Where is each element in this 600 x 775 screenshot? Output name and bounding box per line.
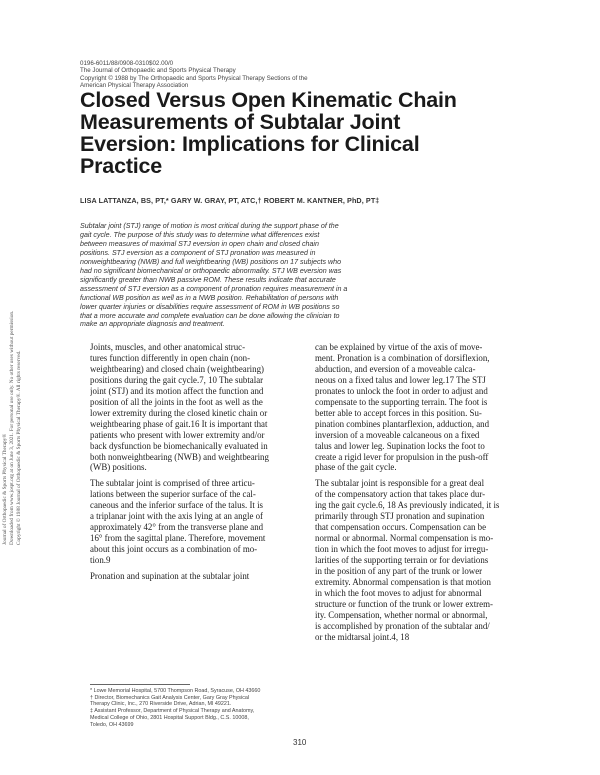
- body-line: lations between the superior surface of the cal-: [90, 489, 256, 500]
- watermark-line: Downloaded from www.jospt.org at on June 3, 2021. For personal use only. No other uses without permission.: [9, 310, 16, 545]
- body-line: joint (STJ) and its motion affect the function and: [90, 385, 264, 396]
- body-line: or the midtarsal joint.4, 18: [315, 631, 410, 642]
- abstract-line: gait cycle. The purpose of this study was to determine what differences exist: [80, 230, 320, 239]
- body-line: 16° from the sagittal plane. Therefore, movement: [90, 533, 266, 544]
- body-line: back dysfunction be biomechanically evaluated in: [90, 440, 268, 451]
- body-line: Pronation and supination at the subtalar joint: [90, 571, 250, 582]
- header-line: Copyright © 1988 by The Orthopaedic and Sports Physical Therapy Sections of the: [80, 74, 308, 82]
- body-line: create a rigid lever for propulsion in the push-off: [315, 451, 489, 462]
- body-line: Joints, muscles, and other anatomical struc-: [90, 342, 246, 352]
- body-line: (WB) positions.: [90, 462, 147, 473]
- footnote-line: Medical College of Ohio, 2801 Hospital Support Bldg., C.S. 10008,: [90, 714, 249, 721]
- abstract-line: Subtalar joint (STJ) range of motion is most critical during the support phase of the: [80, 222, 339, 230]
- body-line: normal or abnormal. Normal compensation is mo-: [315, 533, 494, 544]
- body-line: that compensation occurs. Compensation can be: [315, 522, 487, 533]
- body-line: The subtalar joint is comprised of three articu-: [90, 478, 255, 489]
- body-line: both nonweightbearing (NWB) and weightbearing: [90, 451, 269, 462]
- abstract-line: assessment of STJ eversion as a component of pronation requires measurement in a: [80, 284, 348, 293]
- abstract-line: had no significant biomechanical or orthopaedic abnormality. STJ WB eversion was: [80, 266, 342, 275]
- body-line: talus and lower leg. Supination locks the foot to: [315, 440, 485, 451]
- title-line: Eversion: Implications for Clinical: [80, 132, 420, 156]
- body-line: position of all the joints in the foot as well as the: [90, 396, 263, 407]
- body-line: a triplanar joint with the axis lying at an angle of: [90, 511, 264, 522]
- abstract-line: make an appropriate diagnosis and treatment.: [80, 320, 225, 329]
- abstract-line: lower quarter injuries or disabilities require assessment of ROM in WB positions so: [80, 302, 340, 311]
- body-line: approximately 42° from the transverse plane and: [90, 522, 264, 533]
- page-number: 310: [293, 738, 307, 747]
- abstract-line: functional WB position as well as in a NWB position. Rehabilitation of persons with: [80, 293, 339, 302]
- body-line: compensate to the supporting terrain. The foot is: [315, 396, 488, 407]
- body-paragraph: [90, 478, 297, 566]
- body-line: better able to accept forces in this position. Su-: [315, 407, 482, 418]
- body-line: in the position of any part of the trunk or lower: [315, 566, 483, 577]
- abstract-line: positions. STJ eversion as a component of STJ pronation was measured in: [80, 248, 316, 257]
- body-line: inversion of a moveable calcaneous on a fixed: [315, 429, 480, 440]
- body-line: lower extremity during the closed kinetic chain or: [90, 407, 268, 418]
- body-paragraph: [90, 342, 297, 473]
- title-line: Closed Versus Open Kinematic Chain: [80, 88, 457, 112]
- footnote-line: Toledo, OH 43699: [90, 721, 134, 728]
- body-line: primarily through STJ pronation and supination: [315, 511, 485, 522]
- header-line: The Journal of Orthopaedic and Sports Physical Therapy: [80, 67, 236, 75]
- body-line: of the compensatory action that takes place dur-: [315, 489, 486, 500]
- article-title: [80, 89, 520, 177]
- abstract-line: nonweightbearing (NWB) and full weightbearing (WB) positions on 17 subjects who: [80, 257, 342, 266]
- watermark-line: Copyright © 1988 Journal of Orthopaedic & Sports Physical Therapy®. All rights reserved.: [16, 350, 23, 545]
- body-column-right: [315, 342, 522, 643]
- body-line: can be explained by virtue of the axis of move-: [315, 342, 483, 352]
- footnotes: [90, 688, 300, 728]
- footnote-line: Therapy Clinic, Inc., 270 Riverside Drive, Adrian, MI 49221.: [90, 701, 232, 708]
- body-paragraph: [90, 571, 297, 582]
- download-watermark: [2, 215, 24, 545]
- body-line: extremity. Abnormal compensation is that motion: [315, 577, 491, 588]
- body-paragraph: [315, 342, 522, 473]
- body-line: tion in which the foot moves to adjust for irregu-: [315, 544, 489, 555]
- title-line: Practice: [80, 154, 163, 178]
- footnote-line: * Lowe Memorial Hospital, 5700 Thompson Road, Syracuse, OH 43660: [90, 688, 261, 694]
- body-line: patients who present with lower extremity and/or: [90, 429, 265, 440]
- body-line: structure or function of the trunk or lower extrem-: [315, 598, 493, 609]
- body-line: about this joint occurs as a combination of mo-: [90, 544, 258, 555]
- watermark-line: Journal of Orthopaedic & Sports Physical Therapy®: [2, 433, 8, 545]
- body-line: ing the gait cycle.6, 18 As previously indicated, it is: [315, 500, 500, 511]
- body-line: ment. Pronation is a combination of dorsiflexion,: [315, 352, 490, 363]
- abstract-line: that a more accurate and complete evaluation can be done allowing the clinician to: [80, 311, 340, 320]
- body-line: The subtalar joint is responsible for a great deal: [315, 478, 485, 489]
- footnote-line: † Director, Biomechanics Gait Analysis Center, Gary Gray Physical: [90, 694, 250, 701]
- footnote-line: ‡ Assistant Professor, Department of Physical Therapy and Anatomy,: [90, 708, 255, 715]
- body-column-left: [90, 342, 297, 582]
- body-line: is accomplished by pronation of the subtalar and/: [315, 620, 490, 631]
- footnote-divider: [90, 684, 190, 685]
- body-line: caneous and the inferior surface of the talus. It is: [90, 500, 263, 511]
- body-line: pination combines plantarflexion, adduction, and: [315, 418, 490, 429]
- body-line: weightbearing phase of gait.16 It is important that: [90, 418, 268, 429]
- body-line: phase of the gait cycle.: [315, 462, 397, 473]
- title-line: Measurements of Subtalar Joint: [80, 110, 401, 134]
- abstract: [80, 222, 530, 329]
- body-line: in which the foot moves to adjust for abnormal: [315, 587, 482, 598]
- body-line: ity. Compensation, whether normal or abnormal,: [315, 609, 488, 620]
- body-line: positions during the gait cycle.7, 10 The subtalar: [90, 374, 264, 385]
- body-line: larities of the supporting terrain or for deviations: [315, 555, 489, 566]
- body-line: abduction, and eversion of a moveable calca-: [315, 363, 476, 374]
- body-line: weightbearing) and closed chain (weightbearing): [90, 363, 264, 374]
- body-paragraph: [315, 478, 522, 642]
- author-list: LISA LATTANZA, BS, PT,* GARY W. GRAY, PT, ATC,† ROBERT M. KANTNER, PhD, PT‡: [80, 196, 380, 205]
- abstract-line: significantly greater than NWB passive ROM. These results indicate that accurate: [80, 275, 336, 284]
- body-line: neous on a fixed talus and lower leg.17 The STJ: [315, 374, 486, 385]
- header-line: 0196-6011/88/0908-0310$02.00/0: [80, 60, 174, 67]
- body-line: tion.9: [90, 555, 111, 566]
- header-line: American Physical Therapy Association: [80, 82, 189, 90]
- body-line: tures function differently in open chain (non-: [90, 352, 251, 363]
- abstract-line: between measures of maximal STJ eversion in open chain and closed chain: [80, 239, 319, 248]
- body-line: pronates to unlock the foot in order to adjust and: [315, 385, 488, 396]
